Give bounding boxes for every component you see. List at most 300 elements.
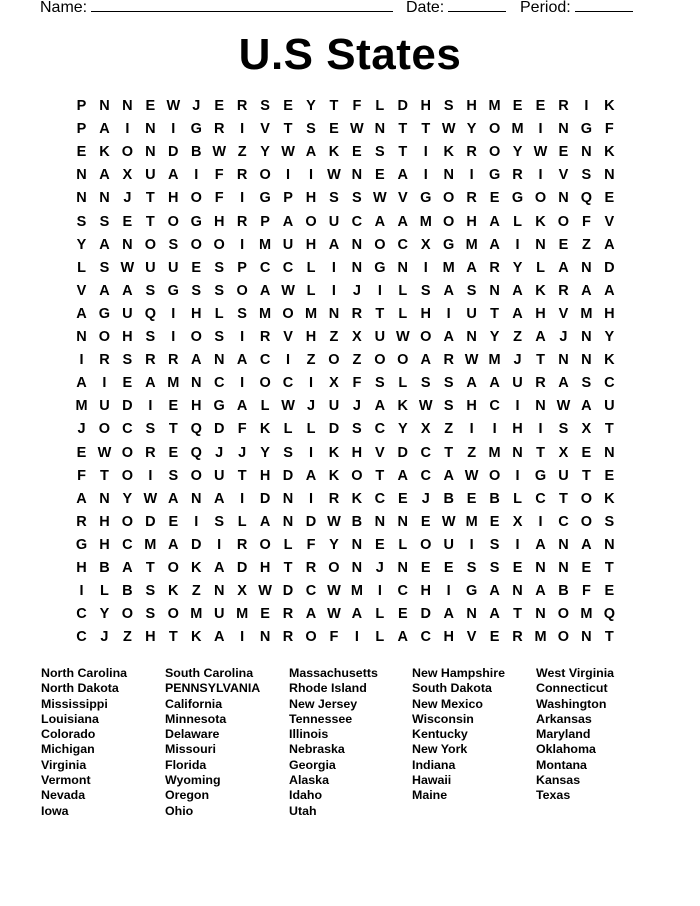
grid-letter: W [327,583,341,600]
grid-letter: I [308,375,314,392]
grid-letter: L [214,305,224,322]
word-bank-item: Montana [536,757,587,772]
grid-letter: D [420,606,431,623]
grid-letter: N [604,167,615,184]
grid-letter: G [213,398,225,415]
grid-letter: E [260,606,270,623]
word-bank-item: Minnesota [165,711,227,726]
grid-letter: E [168,398,179,415]
grid-letter: I [446,305,451,322]
grid-letter: Z [191,583,201,600]
word-bank-item: Colorado [41,727,96,742]
grid-letter: E [168,444,179,461]
grid-letter: T [581,467,591,484]
grid-letter: N [397,513,409,530]
grid-letter: E [397,490,408,507]
grid-letter: X [237,583,247,600]
grid-letter: T [513,606,522,623]
grid-letter: V [260,121,270,138]
grid-letter: H [191,398,202,415]
grid-letter: I [240,629,245,646]
grid-letter: A [489,606,500,623]
grid-letter: K [351,490,363,507]
word-bank-item: Illinois [289,727,329,742]
grid-letter: I [331,282,336,299]
grid-letter: H [99,536,110,553]
word-bank-item: Virginia [41,757,87,772]
grid-letter: O [259,167,271,184]
grid-letter: Y [99,606,110,623]
grid-letter: N [558,352,569,369]
grid-letter: W [395,329,410,345]
grid-letter: Z [237,144,247,161]
grid-letter: U [328,398,340,415]
grid-letter: M [580,305,593,322]
word-bank-column [536,666,614,804]
grid-letter: O [328,560,340,576]
grid-letter: S [352,190,362,207]
grid-letter: D [122,398,133,415]
grid-letter: O [121,467,134,484]
grid-letter: W [120,259,135,276]
grid-letter: I [194,167,199,184]
grid-letter: E [558,144,569,161]
grid-letter: T [604,560,614,576]
grid-letter: Q [190,444,202,461]
grid-letter: Z [467,444,477,461]
grid-letter: R [305,560,317,576]
grid-letter: T [168,421,178,438]
grid-letter: L [398,305,408,322]
word-bank-item: New York [412,742,468,757]
grid-letter: O [580,513,593,530]
grid-letter: H [420,583,431,600]
grid-letter: K [535,282,546,299]
grid-letter: Z [581,236,591,253]
grid-letter: W [373,190,387,207]
grid-letter: R [558,98,569,114]
grid-letter: A [76,305,87,322]
grid-letter: R [489,259,500,276]
grid-letter: R [512,167,523,184]
grid-letter: K [168,583,179,600]
grid-letter: S [443,98,454,114]
grid-letter: E [375,536,385,553]
date-line[interactable] [448,0,506,12]
grid-letter: N [76,329,87,345]
grid-letter: A [191,352,202,369]
grid-letter: C [374,490,386,507]
grid-letter: N [443,167,454,184]
grid-letter: P [76,98,87,114]
grid-letter: N [76,190,87,207]
grid-letter: G [466,583,478,600]
grid-letter: K [328,444,340,461]
grid-letter: J [352,282,361,299]
grid-letter: I [515,398,520,415]
grid-letter: E [581,444,592,461]
grid-letter: O [98,329,111,345]
grid-letter: Z [329,329,339,345]
word-bank-item: Wisconsin [412,711,474,726]
grid-letter: E [214,98,225,114]
grid-letter: Y [512,259,523,276]
grid-letter: H [351,444,363,461]
grid-letter: I [240,490,245,507]
word-bank-item: Vermont [41,773,91,788]
grid-letter: E [489,190,500,207]
grid-letter: O [420,329,432,345]
grid-letter: I [308,490,314,507]
grid-letter: G [190,213,202,230]
word-bank-item: Maryland [536,727,591,742]
grid-letter: P [237,259,247,276]
grid-letter: F [214,167,224,184]
grid-letter: W [327,167,341,184]
grid-letter: T [604,421,614,438]
grid-letter: E [329,121,339,138]
grid-row [70,442,630,465]
grid-letter: A [397,213,409,230]
word-bank-item: Kansas [536,773,581,788]
grid-letter: A [168,167,179,184]
grid-letter: C [259,259,271,276]
grid-letter: X [581,421,592,438]
grid-letter: L [260,398,270,415]
grid-letter: V [558,167,569,184]
grid-letter: A [145,375,156,392]
grid-letter: E [283,98,293,114]
grid-letter: T [536,352,545,369]
grid-letter: D [305,513,317,530]
grid-letter: E [397,606,408,623]
grid-letter: W [281,398,295,415]
grid-letter: C [122,421,133,438]
grid-letter: S [443,375,454,392]
grid-letter: V [397,190,408,207]
grid-letter: J [375,560,384,576]
grid-letter: S [352,421,362,438]
grid-letter: B [191,144,202,161]
grid-letter: E [168,513,179,530]
grid-letter: I [469,536,474,553]
grid-letter: M [442,259,455,276]
period-label: Period: [520,0,571,16]
grid-letter: L [237,513,247,530]
grid-row [70,164,630,187]
grid-letter: N [558,560,569,576]
grid-letter: U [328,213,340,230]
grid-letter: T [283,121,293,138]
grid-letter: L [398,536,408,553]
grid-letter: I [79,583,84,600]
word-bank-item: Georgia [289,757,336,772]
grid-letter: N [99,98,110,114]
grid-letter: M [580,606,593,623]
grid-letter: I [79,352,84,369]
grid-letter: O [190,236,202,253]
grid-letter: A [282,213,294,230]
grid-row [70,187,630,210]
grid-letter: G [511,190,524,207]
grid-letter: Z [306,352,316,369]
grid-letter: H [604,305,615,322]
grid-letter: W [258,583,272,600]
grid-letter: C [282,259,294,276]
grid-letter: M [190,606,203,623]
grid-letter: Y [489,329,500,345]
grid-letter: U [512,375,523,392]
grid-letter: E [443,560,454,576]
grid-letter: O [397,352,409,369]
grid-letter: D [213,421,225,438]
grid-letter: C [213,375,225,392]
word-bank-item: South Dakota [412,681,492,696]
word-bank-column [41,666,127,819]
grid-letter: N [581,329,592,345]
grid-letter: D [397,98,409,114]
grid-letter: B [351,513,363,530]
grid-letter: N [213,352,225,369]
grid-letter: S [558,421,569,438]
grid-letter: H [76,560,87,576]
grid-letter: N [535,236,546,253]
grid-letter: J [192,98,201,114]
grid-letter: Y [76,236,87,253]
grid-letter: K [535,213,546,230]
grid-letter: X [329,375,339,392]
grid-letter: O [167,606,179,623]
grid-letter: H [259,467,271,484]
grid-letter: A [512,282,523,299]
grid-letter: O [167,213,179,230]
grid-letter: K [604,98,615,114]
grid-letter: A [351,606,363,623]
grid-letter: H [305,236,317,253]
grid-letter: N [604,536,615,553]
grid-letter: O [305,213,317,230]
grid-letter: I [286,167,291,184]
grid-letter: S [145,606,156,623]
name-line[interactable] [91,0,393,12]
grid-letter: G [488,167,501,184]
grid-letter: E [122,375,133,392]
grid-letter: Y [512,144,523,161]
grid-letter: L [375,98,385,114]
grid-letter: U [282,236,294,253]
grid-letter: N [581,352,592,369]
grid-letter: A [397,467,409,484]
grid-letter: O [420,536,432,553]
word-bank-item: South Carolina [165,666,254,680]
grid-letter: L [283,536,293,553]
grid-row [70,326,630,349]
grid-row [70,465,630,488]
grid-letter: D [282,583,294,600]
grid-letter: O [443,190,455,207]
period-field[interactable] [520,0,633,17]
grid-letter: Q [190,421,202,438]
grid-letter: U [99,398,110,415]
grid-letter: E [512,560,523,576]
grid-letter: N [191,375,202,392]
grid-letter: N [145,121,156,138]
grid-letter: N [259,629,271,646]
grid-letter: N [122,236,133,253]
word-bank-item: Tennessee [289,711,353,726]
grid-letter: I [125,121,130,138]
grid-letter: B [489,490,500,507]
grid-letter: U [213,467,225,484]
grid-letter: K [191,629,202,646]
grid-letter: N [604,444,615,461]
grid-letter: O [557,606,570,623]
grid-letter: Y [260,444,270,461]
grid-letter: A [466,259,477,276]
grid-letter: T [375,305,385,322]
grid-letter: U [145,259,156,276]
grid-letter: W [212,144,227,161]
grid-letter: O [190,329,202,345]
grid-letter: A [581,282,592,299]
grid-row [70,280,630,303]
grid-letter: A [558,375,569,392]
grid-letter: I [515,536,520,553]
grid-letter: I [515,467,520,484]
grid-letter: R [351,305,363,322]
word-bank-item: Louisiana [41,711,99,726]
grid-letter: W [464,467,479,484]
grid-letter: K [604,352,615,369]
grid-letter: C [122,536,133,553]
grid-letter: L [306,282,316,299]
grid-letter: O [488,121,501,138]
grid-letter: W [97,444,112,461]
grid-letter: R [236,167,248,184]
name-field[interactable] [40,0,393,17]
grid-letter: A [443,329,454,345]
grid-letter: I [240,121,245,138]
grid-letter: A [213,560,225,576]
grid-letter: I [286,352,291,369]
grid-letter: C [558,513,569,530]
word-bank-item: Alaska [289,773,329,788]
grid-letter: C [535,490,546,507]
word-bank-item: New Jersey [289,696,358,711]
page-title: U.S States [238,30,462,79]
grid-row [70,118,630,141]
grid-letter: O [167,560,179,576]
grid-letter: A [535,583,546,600]
grid-row [70,580,630,603]
grid-letter: N [466,329,477,345]
grid-letter: M [419,213,432,230]
grid-letter: M [259,236,272,253]
grid-letter: T [237,467,247,484]
grid-letter: B [558,583,569,600]
grid-letter: F [581,213,591,230]
grid-letter: C [374,421,386,438]
grid-letter: A [99,282,110,299]
grid-letter: A [581,536,592,553]
grid-letter: H [213,213,225,230]
grid-letter: N [282,490,294,507]
period-line[interactable] [575,0,633,12]
grid-letter: I [423,144,428,161]
grid-letter: J [100,629,109,646]
grid-letter: C [282,375,294,392]
grid-letter: I [148,398,153,415]
grid-letter: I [148,467,153,484]
grid-letter: T [444,444,454,461]
grid-letter: I [469,167,474,184]
grid-letter: N [558,536,569,553]
grid-letter: G [374,259,386,276]
grid-letter: P [76,121,87,138]
grid-row [70,349,630,372]
grid-letter: I [240,190,245,207]
grid-letter: E [535,98,546,114]
grid-letter: G [190,121,202,138]
grid-letter: C [420,629,431,646]
grid-letter: X [352,329,362,345]
word-bank-item: Maine [412,788,448,803]
grid-letter: O [144,236,156,253]
grid-letter: S [145,583,156,600]
grid-letter: L [77,259,86,276]
word-bank-column [165,666,260,819]
grid-letter: N [512,444,523,461]
grid-letter: A [213,629,225,646]
grid-letter: S [191,282,202,299]
grid-letter: C [305,583,317,600]
grid-letter: O [121,606,134,623]
grid-letter: V [76,282,87,299]
grid-letter: R [236,213,248,230]
grid-letter: N [351,259,363,276]
date-field[interactable] [406,0,506,17]
grid-letter: W [556,398,571,415]
word-bank-item: Florida [165,757,207,772]
date-label: Date: [406,0,445,16]
grid-letter: E [191,259,202,276]
grid-letter: A [305,606,317,623]
grid-letter: L [513,213,522,230]
grid-letter: N [122,98,133,114]
grid-letter: D [168,144,179,161]
grid-letter: R [466,190,477,207]
grid-letter: X [420,236,431,253]
grid-letter: A [236,398,248,415]
grid-letter: F [329,629,339,646]
grid-letter: K [328,467,340,484]
grid-letter: S [489,536,500,553]
grid-letter: S [122,352,133,369]
grid-letter: H [420,305,431,322]
grid-letter: H [305,329,317,345]
grid-letter: W [533,144,548,161]
grid-letter: T [145,560,155,576]
grid-row [70,488,630,511]
grid-letter: O [190,467,202,484]
grid-letter: V [375,444,385,461]
grid-letter: E [604,583,615,600]
grid-letter: V [604,213,615,230]
grid-letter: R [443,352,454,369]
word-bank-item: Arkansas [536,711,592,726]
grid-letter: S [260,98,270,114]
word-bank-item: West Virginia [536,666,615,680]
